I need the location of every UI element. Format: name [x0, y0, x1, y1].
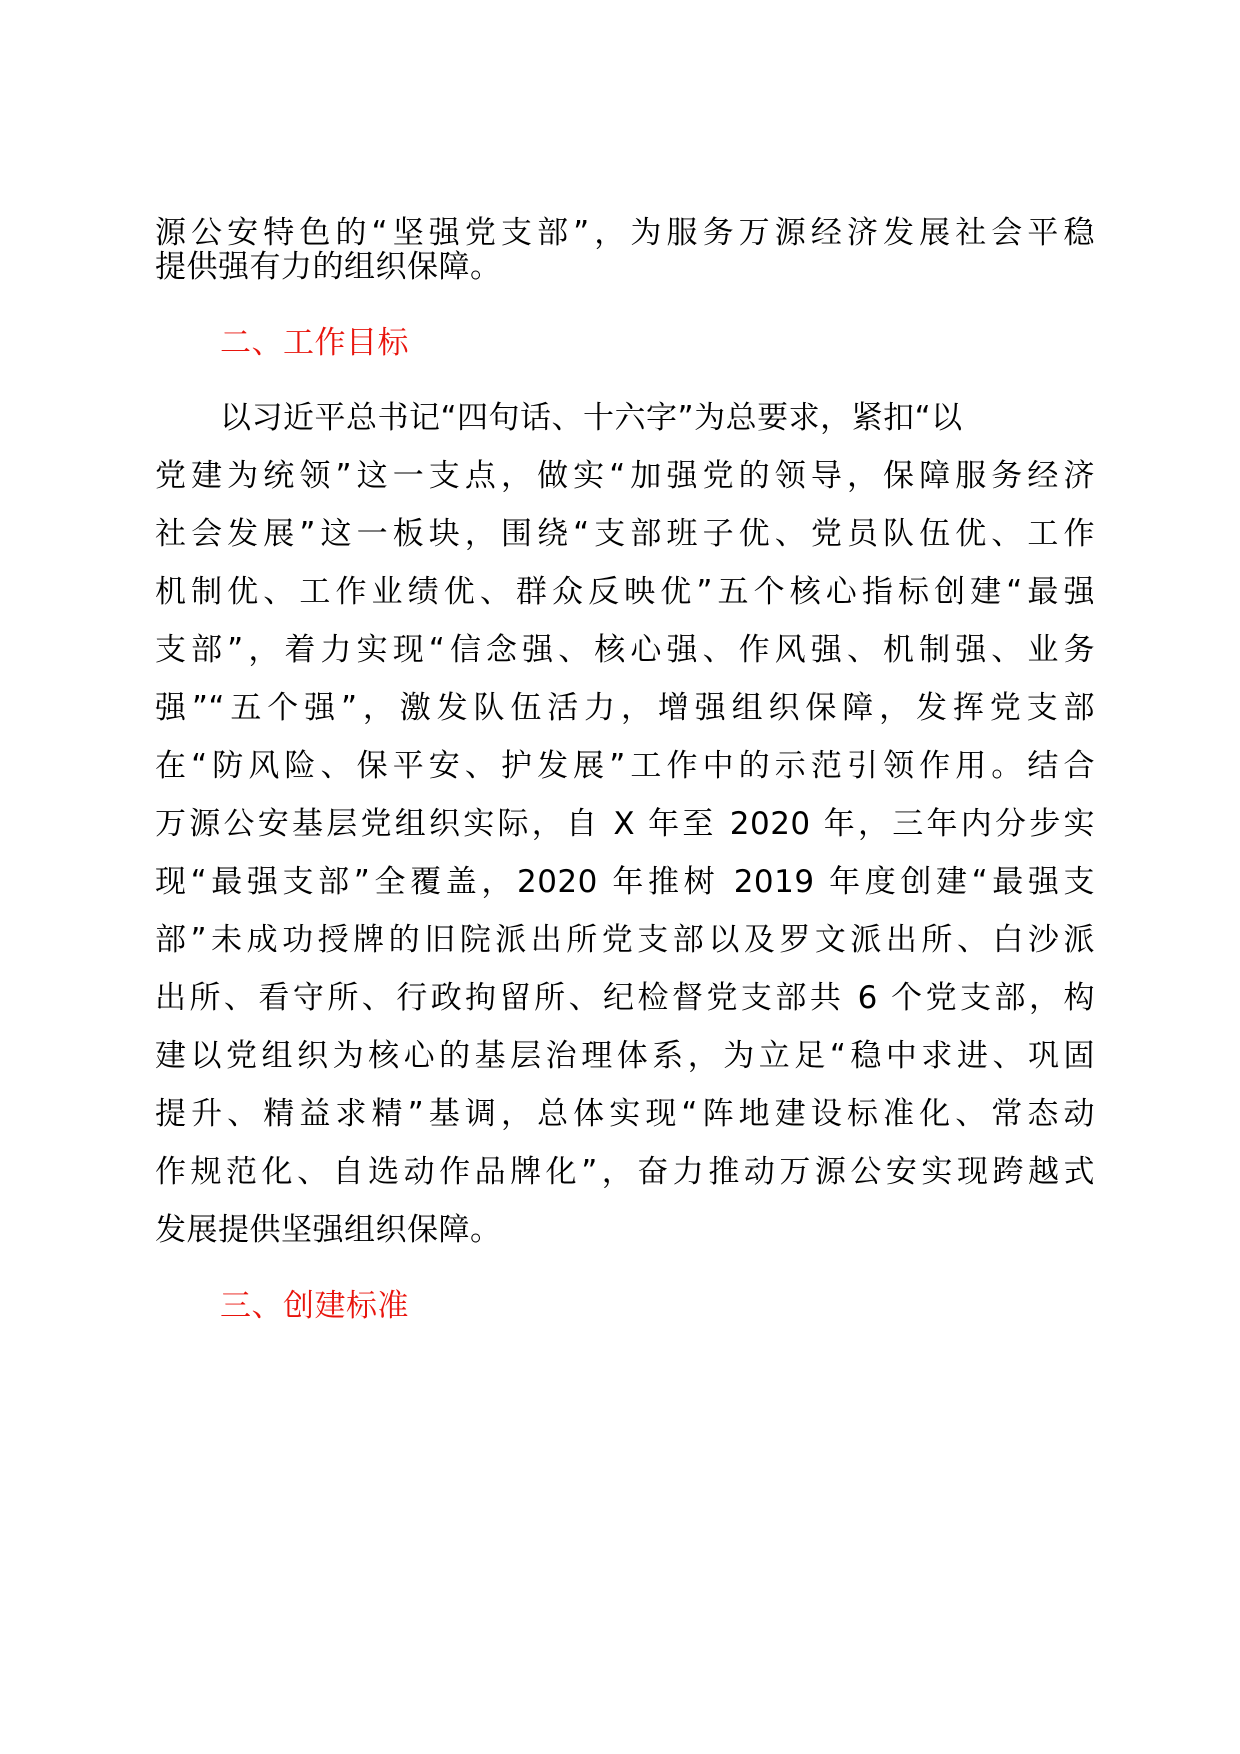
- paragraph-line: 党建为统领”这一支点，做实“加强党的领导，保障服务经济: [155, 458, 1095, 494]
- paragraph-line: 现“最强支部”全覆盖，2020 年推树 2019 年度创建“最强支: [155, 864, 1095, 900]
- paragraph-line: 社会发展”这一板块，围绕“支部班子优、党员队伍优、工作: [155, 516, 1095, 552]
- section-heading-standards: 三、创建标准: [220, 1288, 409, 1324]
- paragraph-line: 部”未成功授牌的旧院派出所党支部以及罗文派出所、白沙派: [155, 922, 1095, 958]
- section-heading-goals: 二、工作目标: [220, 325, 409, 361]
- paragraph-line: 作规范化、自选动作品牌化”，奋力推动万源公安实现跨越式: [155, 1154, 1095, 1190]
- paragraph-line: 在“防风险、保平安、护发展”工作中的示范引领作用。结合: [155, 748, 1095, 784]
- paragraph-line: 建以党组织为核心的基层治理体系，为立足“稳中求进、巩固: [155, 1038, 1095, 1074]
- paragraph-line: 万源公安基层党组织实际，自 X 年至 2020 年，三年内分步实: [155, 806, 1095, 842]
- paragraph-line: 出所、看守所、行政拘留所、纪检督党支部共 6 个党支部，构: [155, 980, 1095, 1016]
- paragraph-line: 发展提供坚强组织保障。: [155, 1212, 502, 1248]
- paragraph-line: 提升、精益求精”基调，总体实现“阵地建设标准化、常态动: [155, 1096, 1095, 1132]
- paragraph-line: 强”“五个强”，激发队伍活力，增强组织保障，发挥党支部: [155, 690, 1095, 726]
- intro-line-2: 提供强有力的组织保障。: [155, 249, 502, 285]
- paragraph-line: 支部”，着力实现“信念强、核心强、作风强、机制强、业务: [155, 632, 1095, 668]
- paragraph-line: 以习近平总书记“四句话、十六字”为总要求，紧扣“以: [220, 400, 963, 436]
- paragraph-line: 机制优、工作业绩优、群众反映优”五个核心指标创建“最强: [155, 574, 1095, 610]
- intro-line-1: 源公安特色的“坚强党支部”，为服务万源经济发展社会平稳: [155, 215, 1095, 251]
